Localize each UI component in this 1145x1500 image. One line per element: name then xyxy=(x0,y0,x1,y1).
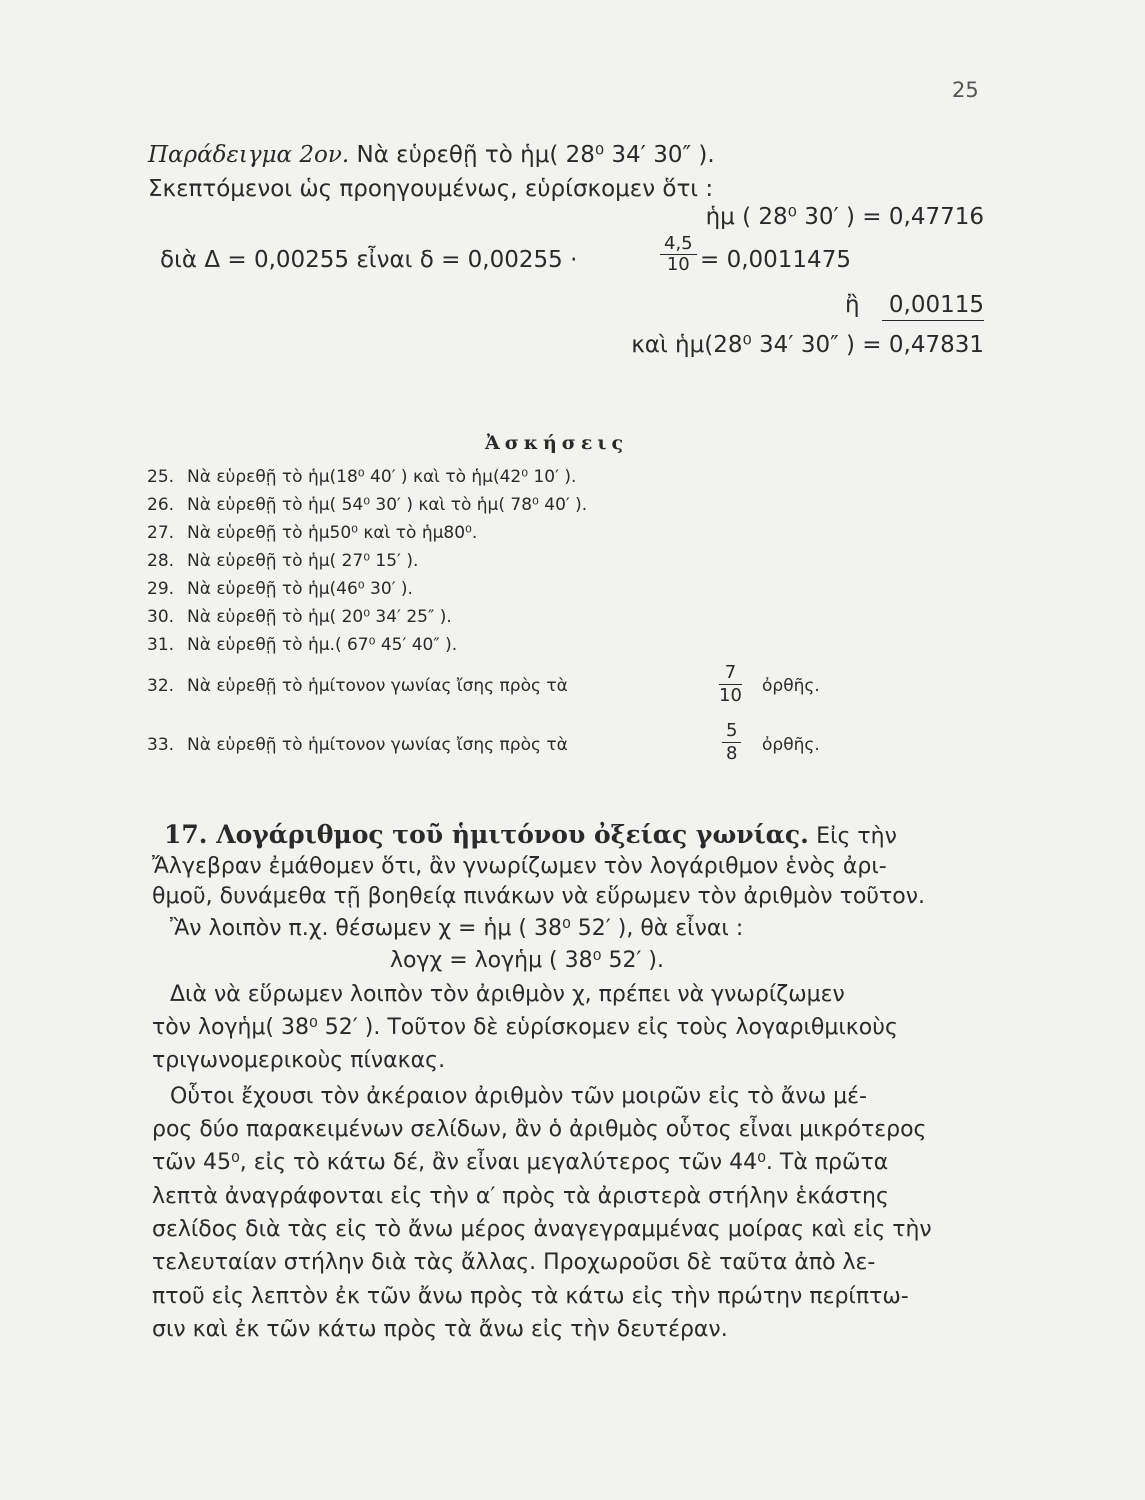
exercise-item-32 xyxy=(147,675,568,697)
exercise-number: 33. xyxy=(147,735,175,755)
exercise-text: Νὰ εὑρεθῇ τὸ ἡμ50⁰ καὶ τὸ ἡμ80⁰. xyxy=(187,523,478,543)
paragraph-line: πτοῦ εἰς λεπτὸν ἐκ τῶν ἄνω πρὸς τὰ κάτω εἰς τὴν πρώτην περίπτω- xyxy=(152,1284,909,1309)
fraction-numerator: 7 xyxy=(719,662,742,685)
exercise-item xyxy=(147,550,418,572)
exercise-number: 29. xyxy=(147,579,175,599)
exercise-number: 28. xyxy=(147,551,175,571)
paragraph-line: σιν καὶ ἐκ τῶν κάτω πρὸς τὰ ἄνω εἰς τὴν δευτέραν. xyxy=(152,1317,728,1342)
paragraph-line: τὸν λογἡμ( 38⁰ 52′ ). Τοῦτον δὲ εὑρίσκομεν εἰς τοὺς λογαριθμικοὺς xyxy=(152,1015,898,1040)
exercise-number: 26. xyxy=(147,495,175,515)
paragraph-line: Οὗτοι ἔχουσι τὸν ἀκέραιον ἀριθμὸν τῶν μοιρῶν εἰς τὸ ἄνω μέ- xyxy=(170,1084,867,1109)
exercise-text: Νὰ εὑρεθῇ τὸ ἡμ(46⁰ 30′ ). xyxy=(187,579,413,599)
example-line-4-right: = 0,0011475 xyxy=(700,247,851,273)
paragraph-line: θμοῦ, δυνάμεθα τῇ βοηθείᾳ πινάκων νὰ εὕρωμεν τὸν ἀριθμὸν τοῦτον. xyxy=(152,884,926,909)
example-label: Παράδειγμα 2ον. xyxy=(148,142,350,168)
example-line-2: Σκεπτόμενοι ὡς προηγουμένως, εὑρίσκομεν ὅτι : xyxy=(148,176,714,202)
exercises-heading: Ἀσκήσεις xyxy=(485,432,629,454)
exercise-32-fraction xyxy=(719,662,742,707)
exercise-item xyxy=(147,606,452,628)
paragraph-line: σελίδος διὰ τὰς εἰς τὸ ἄνω μέρος ἀναγεγραμμένας μοίρας καὶ εἰς τὴν xyxy=(152,1217,932,1242)
exercise-item xyxy=(147,634,457,656)
fraction-numerator: 4,5 xyxy=(660,234,697,255)
exercise-item xyxy=(147,522,477,544)
paragraph-line: λεπτὰ ἀναγράφονται εἰς τὴν α′ πρὸς τὰ ἀριστερὰ στήλην ἑκάστης xyxy=(152,1184,889,1209)
exercise-33-fraction xyxy=(722,720,741,765)
fraction-denominator: 8 xyxy=(726,743,738,764)
exercise-number: 27. xyxy=(147,523,175,543)
example-statement: Νὰ εὑρεθῇ τὸ ἡμ( 28⁰ 34′ 30″ ). xyxy=(356,142,715,168)
example-eta: ἢ xyxy=(845,292,860,318)
example-line-6: καὶ ἡμ(28⁰ 34′ 30″ ) = 0,47831 xyxy=(631,332,984,358)
section-17-title-line xyxy=(164,820,897,852)
example-line-1 xyxy=(148,140,715,170)
paragraph-line: τῶν 45⁰, εἰς τὸ κάτω δέ, ἂν εἶναι μεγαλύτερος τῶν 44⁰. Τὰ πρῶτα xyxy=(152,1150,889,1175)
exercise-item xyxy=(147,494,587,516)
exercise-number: 30. xyxy=(147,607,175,627)
section-title: 17. Λογάριθμος τοῦ ἡμιτόνου ὀξείας γωνίας. xyxy=(164,820,809,849)
fraction-denominator: 10 xyxy=(666,254,690,275)
exercise-number: 25. xyxy=(147,467,175,487)
paragraph-line: Ἂν λοιπὸν π.χ. θέσωμεν χ = ἡμ ( 38⁰ 52′ ), θὰ εἶναι : xyxy=(170,916,744,941)
paragraph-line: τελευταίαν στήλην διὰ τὰς ἄλλας. Προχωροῦσι δὲ ταῦτα ἀπὸ λε- xyxy=(152,1250,876,1275)
fraction-denominator: 10 xyxy=(719,685,742,706)
exercise-text: Νὰ εὑρεθῇ τὸ ἡμ.( 67⁰ 45′ 40″ ). xyxy=(187,635,458,655)
exercise-text: Νὰ εὑρεθῇ τὸ ἡμ(18⁰ 40′ ) καὶ τὸ ἡμ(42⁰ 10′ ). xyxy=(187,467,577,487)
exercise-item xyxy=(147,466,576,488)
exercise-text: Νὰ εὑρεθῇ τὸ ἡμ( 27⁰ 15′ ). xyxy=(187,551,419,571)
page-number: 25 xyxy=(952,78,979,102)
exercise-number: 32. xyxy=(147,676,175,696)
exercise-text: Νὰ εὑρεθῇ τὸ ἡμίτονον γωνίας ἴσης πρὸς τὰ xyxy=(187,676,568,696)
exercise-item xyxy=(147,578,413,600)
exercise-text: Νὰ εὑρεθῇ τὸ ἡμ( 54⁰ 30′ ) καὶ τὸ ἡμ( 78⁰ 40′ ). xyxy=(187,495,588,515)
exercise-text: Νὰ εὑρεθῇ τὸ ἡμ( 20⁰ 34′ 25″ ). xyxy=(187,607,452,627)
exercise-32-tail: ὀρθῆς. xyxy=(762,676,820,696)
formula-line: λογχ = λογἡμ ( 38⁰ 52′ ). xyxy=(390,948,665,973)
example-line-4-left: διὰ Δ = 0,00255 εἶναι δ = 0,00255 · xyxy=(160,247,578,273)
exercise-number: 31. xyxy=(147,635,175,655)
exercise-item-33 xyxy=(147,734,568,756)
example-fraction xyxy=(660,234,697,275)
paragraph-line: Ἄλγεβραν ἐμάθομεν ὅτι, ἂν γνωρίζωμεν τὸν λογάριθμον ἑνὸς ἀρι- xyxy=(152,854,887,879)
exercise-33-tail: ὀρθῆς. xyxy=(762,735,820,755)
example-line-5-value: 0,00115 xyxy=(882,290,984,321)
fraction-numerator: 5 xyxy=(722,720,741,743)
paragraph-line: ρος δύο παρακειμένων σελίδων, ἂν ὁ ἀριθμὸς οὗτος εἶναι μικρότερος xyxy=(152,1117,927,1142)
paragraph-line: τριγωνομερικοὺς πίνακας. xyxy=(152,1048,446,1073)
section-title-tail: Εἰς τὴν xyxy=(816,824,897,849)
paragraph-line: Διὰ νὰ εὕρωμεν λοιπὸν τὸν ἀριθμὸν χ, πρέπει νὰ γνωρίζωμεν xyxy=(170,982,845,1007)
exercise-text: Νὰ εὑρεθῇ τὸ ἡμίτονον γωνίας ἴσης πρὸς τὰ xyxy=(187,735,568,755)
example-line-3: ἡμ ( 28⁰ 30′ ) = 0,47716 xyxy=(705,204,984,230)
